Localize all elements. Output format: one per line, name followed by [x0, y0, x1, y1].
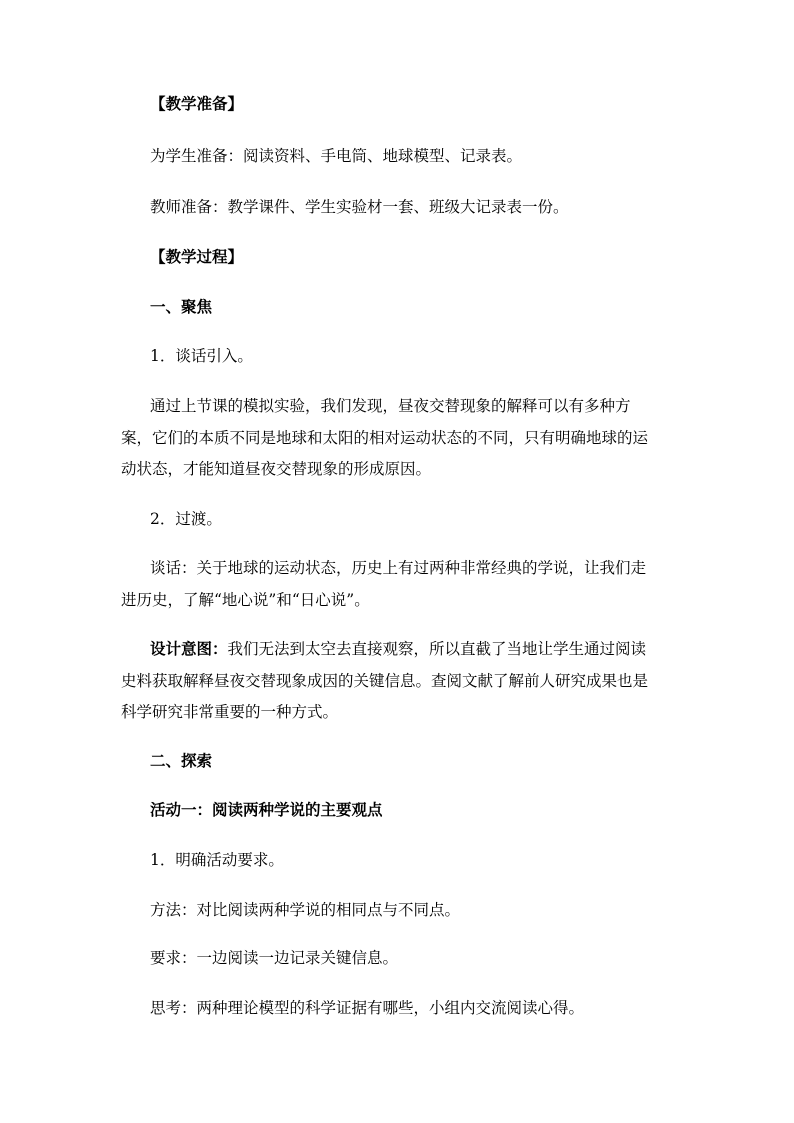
teacher-preparation-text: 教师准备：教学课件、学生实验材一套、班级大记录表一份。 — [150, 198, 569, 216]
section-focus-heading: 一、聚焦 — [150, 297, 213, 316]
activity-one-heading: 活动一：阅读两种学说的主要观点 — [150, 800, 383, 819]
design-intent-text: 我们无法到太空去直接观察，所以直截了当地让学生通过阅读 — [227, 640, 647, 658]
thinking-text: 思考：两种理论模型的科学证据有哪些，小组内交流阅读心得。 — [150, 999, 585, 1017]
paragraph-line: 案，它们的本质不同是地球和太阳的相对运动状态的不同，只有明确地球的运 — [121, 429, 649, 447]
student-preparation-text: 为学生准备：阅读资料、手电筒、地球模型、记录表。 — [150, 147, 523, 165]
item-conversation-intro: 1．谈话引入。 — [150, 347, 253, 365]
paragraph-line: 史料获取解释昼夜交替现象成因的关键信息。查阅文献了解前人研究成果也是 — [121, 672, 649, 690]
method-text: 方法：对比阅读两种学说的相同点与不同点。 — [150, 901, 461, 919]
paragraph-line: 科学研究非常重要的一种方式。 — [121, 703, 339, 721]
teaching-process-heading: 【教学过程】 — [150, 247, 244, 266]
section-explore-heading: 二、探索 — [150, 751, 213, 770]
teaching-preparation-heading: 【教学准备】 — [150, 94, 244, 113]
item-transition: 2．过渡。 — [150, 510, 222, 528]
paragraph-line: 进历史，了解“地心说”和“日心说”。 — [121, 591, 370, 609]
design-intent-label: 设计意图： — [150, 639, 228, 658]
paragraph-line: 谈话：关于地球的运动状态，历史上有过两种非常经典的学说，让我们走 — [150, 559, 647, 577]
paragraph-line: 通过上节课的模拟实验，我们发现，昼夜交替现象的解释可以有多种方 — [150, 397, 631, 415]
item-activity-requirements: 1．明确活动要求。 — [150, 851, 284, 869]
design-intent-line — [150, 639, 646, 659]
requirement-text: 要求：一边阅读一边记录关键信息。 — [150, 949, 399, 967]
paragraph-line: 动状态，才能知道昼夜交替现象的形成原因。 — [121, 460, 432, 478]
